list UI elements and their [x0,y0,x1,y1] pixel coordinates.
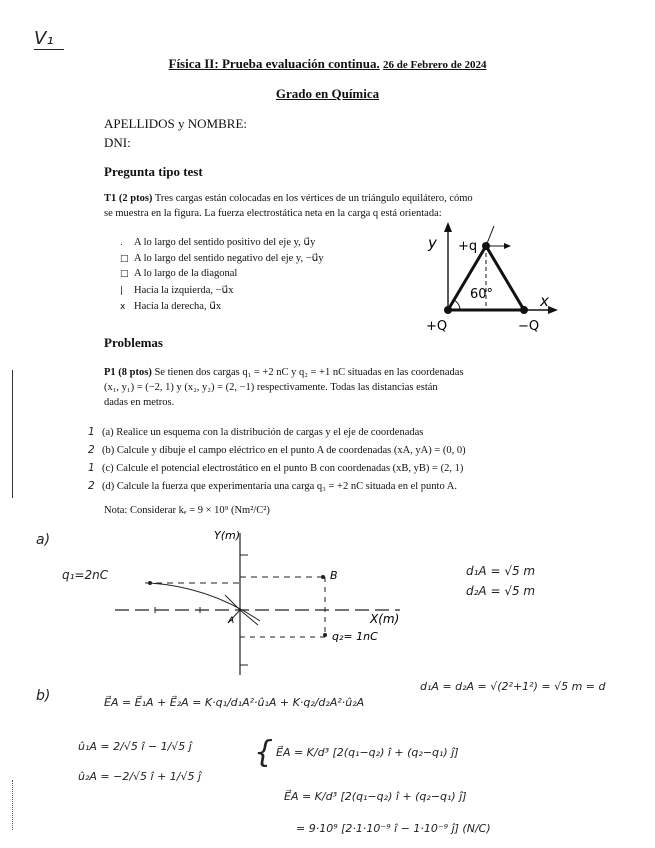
hw-brace: { [254,735,274,770]
problem-line2: (x₁, y₁) = (−2, 1) y (x₂, y₂) = (2, −1) respectivamente. Todas las distancias están [104,382,438,393]
option-1-text: A lo largo del sentido positivo del eje y, u⃗y [134,237,316,248]
test-question-label: T1 (2 ptos) [104,193,153,204]
hw-u1: û₁A = 2/√5 î − 1/√5 ĵ [78,740,192,753]
option-1-mark: . [120,238,123,248]
title-text: Física II: Prueba evaluación continua. [168,56,380,71]
fig-angle: 60° [470,287,494,302]
corner-mark-text: V₁ [34,28,54,49]
hw-d1: d₁A = √5 m [466,564,536,578]
problem-statement [104,365,544,410]
hw-x-axis: X(m) [370,612,400,626]
part-b-text: (b) Calcule y dibuje el campo eléctrico en el punto A de coordenadas (xA, yA) = (0, 0) [102,445,466,456]
problem-line3: dadas en metros. [104,397,175,408]
part-a-text: (a) Realice un esquema con la distribución de cargas y el eje de coordenadas [102,427,424,438]
hw-y-axis: Y(m) [214,529,241,542]
part-a-score: 1 [88,426,95,438]
margin-bar [12,370,13,498]
fig-x-label: x [540,292,549,310]
hw-q1: q₁=2nC [62,568,109,582]
name-label: APELLIDOS y NOMBRE: [104,116,248,131]
part-d [88,479,558,497]
title-date: 26 de Febrero de 2024 [383,59,487,71]
fig-left-charge: +Q [426,319,448,334]
option-4-text: Hacia la izquierda, −u⃗x [134,285,234,296]
test-options [120,236,420,316]
test-heading: Pregunta tipo test [104,164,203,179]
option-2-mark: □ [120,254,129,264]
option-3[interactable] [120,268,420,284]
margin-dots [12,780,14,830]
part-b-score: 2 [88,444,95,456]
problem-label: P1 (8 ptos) [104,367,152,378]
part-c [88,461,558,479]
option-5[interactable] [120,300,420,316]
dni-label: DNI: [104,135,131,150]
part-a [88,425,558,443]
degree-title: Grado en Química [275,86,380,101]
hw-sketch [100,525,430,685]
hw-eq1: E⃗A = K/d³ [2(q₁−q₂) î + (q₂−q₁) ĵ] [276,746,459,759]
option-4[interactable] [120,284,420,300]
part-d-score: 2 [88,480,95,492]
part-c-score: 1 [88,462,95,474]
problem-parts [88,425,558,497]
corner-mark [34,28,64,50]
hw-eq-dist: d₁A = d₂A = √(2²+1²) = √5 m = d [420,680,606,693]
option-2[interactable] [120,252,420,268]
option-2-text: A lo largo del sentido negativo del eje y, −u⃗y [134,253,324,264]
problem-line1: Se tienen dos cargas q₁ = +2 nC y q₂ = +1 nC situadas en las coordenadas [154,367,464,378]
option-3-mark: □ [120,269,129,279]
fig-right-charge: −Q [518,319,540,334]
hw-u2: û₂A = −2/√5 î + 1/√5 ĵ [78,770,202,783]
hw-eq2: E⃗A = K/d³ [2(q₁−q₂) î + (q₂−q₁) ĵ] [284,790,467,803]
test-question [104,191,544,221]
problems-heading: Problemas [104,335,163,350]
hw-eq3: = 9·10⁹ [2·1·10⁻⁹ î − 1·10⁻⁹ ĵ] (N/C) [296,822,491,835]
part-d-text: (d) Calcule la fuerza que experimentaría una carga q₃ = +2 nC situada en el punto A. [102,481,457,492]
hw-a-label: a) [36,532,51,548]
option-4-mark: | [120,286,124,296]
test-question-line2: se muestra en la figura. La fuerza electrostática neta en la carga q está orientada: [104,208,442,219]
exam-title [0,56,655,72]
hw-b-label: b) [36,688,51,704]
option-1[interactable] [120,236,420,252]
hw-point-a: A [228,616,235,626]
part-c-text: (c) Calcule el potencial electrostático en el punto B con coordenadas (xB, yB) = (2, 1) [102,463,464,474]
option-5-mark: x [120,302,126,312]
part-b [88,443,558,461]
test-question-line1: Tres cargas están colocadas en los vértices de un triángulo equilátero, cómo [154,193,473,204]
option-5-text: Hacia la derecha, u⃗x [134,301,222,312]
hw-point-b: B [330,569,338,582]
triangle-figure [420,218,570,338]
constant-note: Nota: Considerar kₑ = 9 × 10⁹ (Nm²/C²) [104,505,270,516]
fig-y-label: y [428,234,437,252]
hw-d2: d₂A = √5 m [466,584,536,598]
option-3-text: A lo largo de la diagonal [134,268,238,279]
hw-q2: q₂= 1nC [332,630,378,643]
fig-top-charge: +q [458,239,478,254]
hw-eq-field: E⃗A = E⃗₁A + E⃗₂A = K·q₁/d₁A²·û₁A + K·q₂/d₂A²·û₂A [104,696,365,709]
